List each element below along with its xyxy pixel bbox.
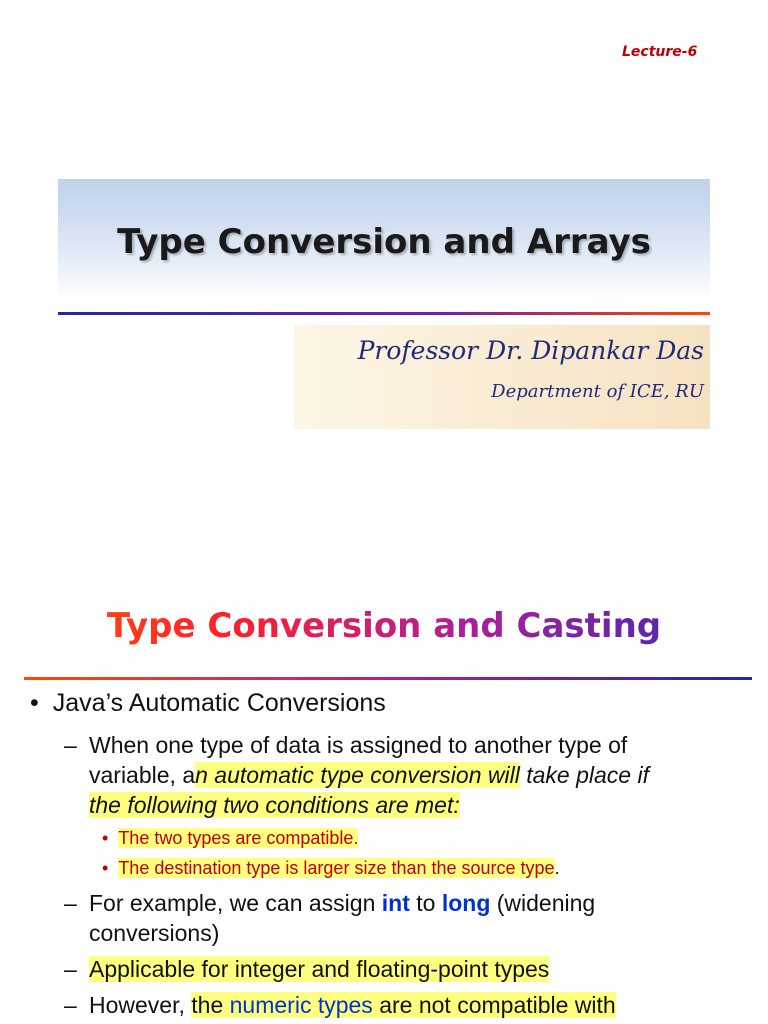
condition-1 <box>102 824 358 852</box>
highlight-text: are not compatible with <box>372 992 616 1018</box>
highlight-text: n automatic type conversion will <box>195 762 520 788</box>
condition-text: The destination type is larger size than the source type <box>118 858 555 878</box>
keyword-long: long <box>441 890 491 916</box>
dash-icon: – <box>64 992 77 1018</box>
author-name: Professor Dr. Dipankar Das <box>357 336 704 365</box>
sub-text: variable, a <box>89 762 196 788</box>
highlight-text: numeric types <box>229 992 373 1018</box>
sub-text: conversions) <box>89 920 220 946</box>
lecture-label: Lecture-6 <box>622 44 698 60</box>
sub-text: However, <box>89 992 192 1018</box>
slide-title: Type Conversion and Arrays <box>117 222 651 262</box>
sub-item-applicable <box>64 954 754 984</box>
condition-dot: . <box>554 858 560 878</box>
highlight-text: the following two conditions are met: <box>89 792 460 818</box>
title-divider <box>58 312 710 315</box>
keyword-int: int <box>381 890 410 916</box>
sub-text: (widening <box>490 890 596 916</box>
section-title: Type Conversion and Casting <box>0 606 768 646</box>
sub-text: For example, we can assign <box>89 890 382 916</box>
sub-item-example <box>64 888 754 948</box>
highlight-text: Applicable for integer and floating-point types <box>89 956 550 982</box>
highlight-text: the <box>191 992 230 1018</box>
bullet-icon: • <box>102 858 109 878</box>
dash-icon: – <box>64 890 77 916</box>
condition-2 <box>102 854 560 882</box>
sub-text: to <box>409 890 442 916</box>
condition-text: The two types are compatible <box>118 828 354 848</box>
section-divider <box>24 677 752 680</box>
sub-item-assignment <box>64 730 754 820</box>
bullet-text: Java’s Automatic Conversions <box>52 689 386 717</box>
dash-icon: – <box>64 732 77 758</box>
bullet-icon: • <box>102 828 109 848</box>
sub-text: When one type of data is assigned to another type of <box>89 732 628 758</box>
sub-item-however <box>64 990 754 1020</box>
department: Department of ICE, RU <box>491 381 704 402</box>
bullet-icon: • <box>30 689 39 717</box>
dash-icon: – <box>64 956 77 982</box>
bullet-java-conversions <box>30 689 386 718</box>
condition-dot: . <box>353 828 359 848</box>
sub-text: take place if <box>519 762 649 788</box>
